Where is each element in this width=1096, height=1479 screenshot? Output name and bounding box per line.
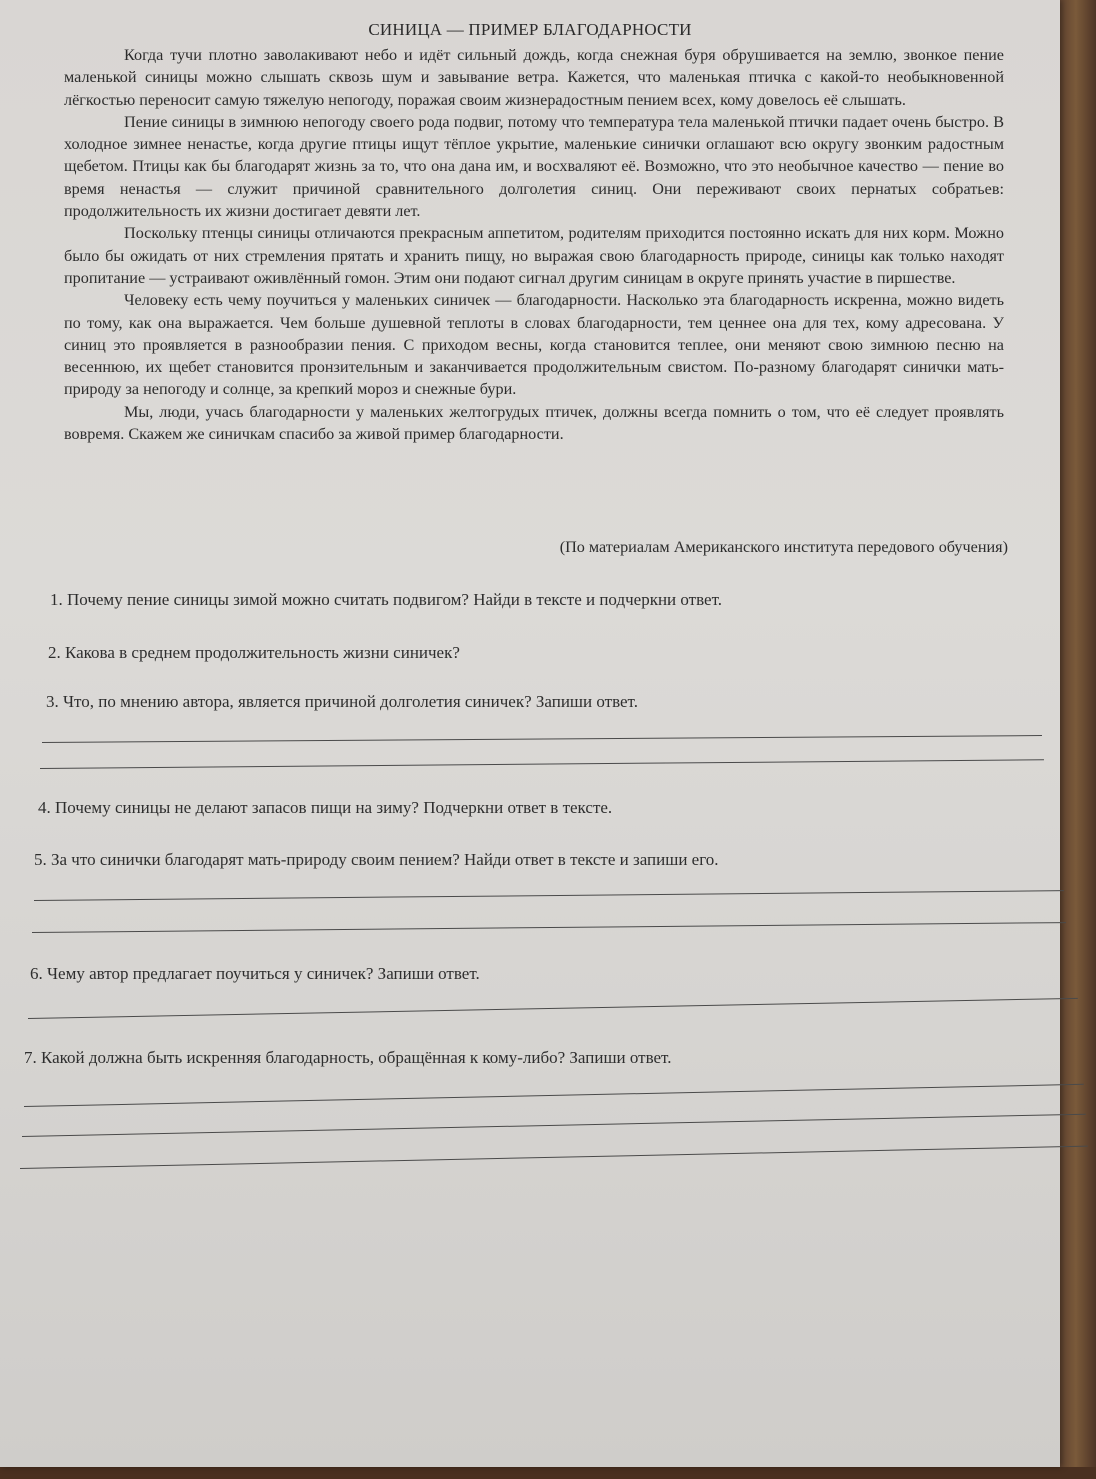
paragraph-5: Мы, люди, учась благодарности у маленьких желтогрудых птичек, должны всегда помнить о том, что её следует проявлять вовремя. Скажем же синичкам спасибо за живой пример благодарности. [64,402,1004,444]
answer-line-5b[interactable] [32,922,1066,933]
background-carpet-right [1056,0,1096,1479]
paragraph-3: Поскольку птенцы синицы отличаются прекрасным аппетитом, родителям приходится постоянно искать для них корм. Можно было бы ожидать от них стремления прятать и хранить пищу, но выражая свою благодарность природе, синицы как только находят пропитание — устраивают оживлённый гомон. Этим они подают сигнал другим синицам в округе принять участие в пиршестве. [64,224,1004,287]
background-carpet-bottom [0,1467,1096,1479]
answer-line-7c[interactable] [20,1146,1088,1169]
paragraph-2: Пение синицы в зимнюю непогоду своего рода подвиг, потому что температура тела маленькой птички падает очень быстро. В холодное зимнее ненастье, когда другие птицы ищут тёплое укрытие, маленькие синички оглашают всю округу звонким радостным щебетом. Птицы как бы благодарят жизнь за то, что она дана им, и восхваляют её. Возможно, что это необычное качество — пение во время ненастья — служит причиной сравнительного долголетия синиц. Они переживают своих пернатых собратьев: продолжительность их жизни достигает девяти лет. [64,112,1004,221]
answer-line-3a[interactable] [42,735,1042,743]
answer-line-7a[interactable] [24,1084,1084,1107]
text-body [64,44,1004,445]
answer-line-3b[interactable] [40,759,1044,769]
answer-line-5a[interactable] [34,890,1064,901]
question-7: 7. Какой должна быть искренняя благодарность, обращённая к кому-либо? Запиши ответ. [24,1048,672,1067]
answer-line-7b[interactable] [22,1114,1086,1137]
paragraph-1: Когда тучи плотно заволакивают небо и идёт сильный дождь, когда снежная буря обрушивается на землю, звонкое пение маленькой синицы можно слышать сквозь шум и завывание ветра. Кажется, что маленькая птичка с какой-то необыкновенной лёгкостью переносит самую тяжелую непогоду, поражая своим жизнерадостным пением всех, кому довелось её слышать. [64,46,1004,109]
source-citation: (По материалам Американского института передового обучения) [559,538,1008,556]
question-2: 2. Какова в среднем продолжительность жизни синичек? [48,643,460,662]
document-title: СИНИЦА — ПРИМЕР БЛАГОДАРНОСТИ [368,20,692,39]
paragraph-4: Человеку есть чему поучиться у маленьких синичек — благодарности. Насколько эта благодарность искренна, можно видеть по тому, как она выражается. Чем больше душевной теплоты в словах благодарности, тем ценнее она для тех, кому адресована. У синиц это проявляется в разнообразии пения. С приходом весны, когда становится теплее, они меняют свою зимнюю песню на весеннюю, их щебет становится пронзительным и заканчивается продолжительным свистом. По-разному благодарят синички мать-природу за непогоду и солнце, за крепкий мороз и снежные бури. [64,291,1004,399]
answer-line-6a[interactable] [28,998,1078,1019]
question-5: 5. За что синички благодарят мать-природу своим пением? Найди ответ в тексте и запиши его. [34,850,719,869]
question-3: 3. Что, по мнению автора, является причиной долголетия синичек? Запиши ответ. [46,692,638,711]
question-4: 4. Почему синицы не делают запасов пищи на зиму? Подчеркни ответ в тексте. [38,798,613,817]
question-1: 1. Почему пение синицы зимой можно считать подвигом? Найди в тексте и подчеркни ответ. [50,590,722,609]
question-6: 6. Чему автор предлагает поучиться у синичек? Запиши ответ. [30,964,480,983]
